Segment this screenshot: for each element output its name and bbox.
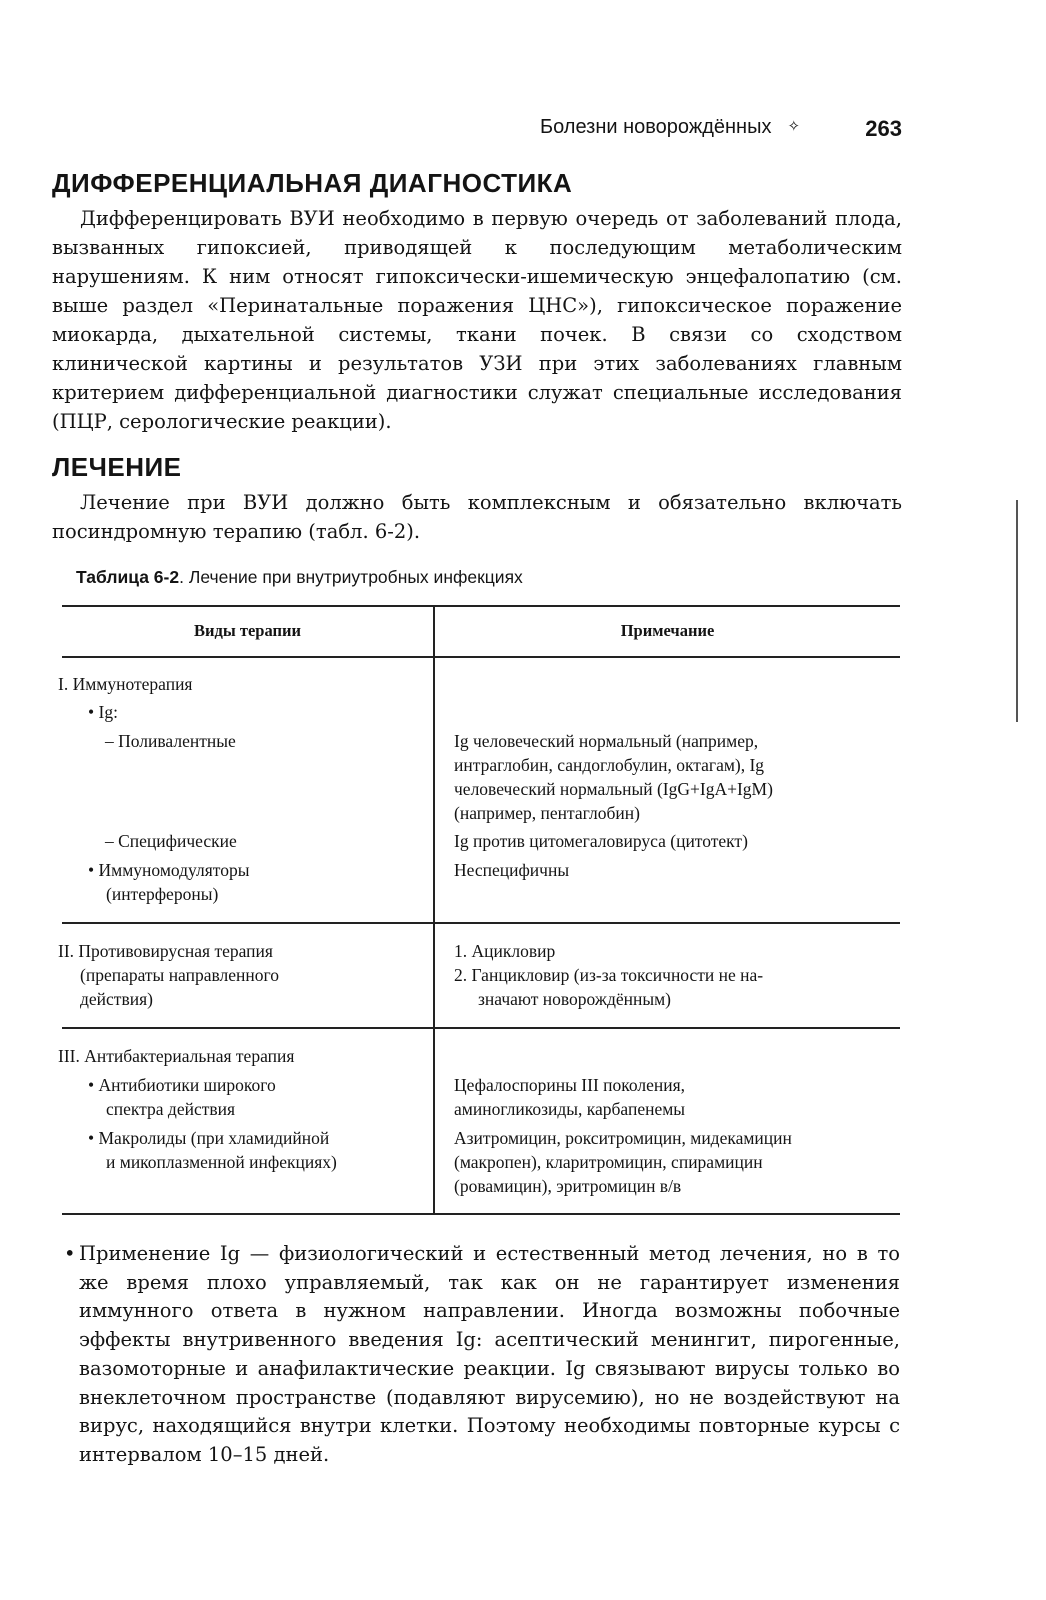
table-header-rule — [62, 656, 900, 658]
group-line: действия) — [80, 989, 153, 1009]
note-line: 1. Ацикловир — [454, 941, 556, 961]
running-title: Болезни новорождённых — [540, 116, 772, 138]
section-heading-differential: ДИФФЕРЕНЦИАЛЬНАЯ ДИАГНОСТИКА — [52, 168, 573, 198]
therapy-note — [454, 1126, 792, 1198]
therapy-item — [88, 1126, 337, 1174]
note-line: (макропен), кларитромицин, спирамицин — [454, 1152, 763, 1172]
section-heading-treatment: ЛЕЧЕНИЕ — [52, 452, 182, 482]
therapy-item — [88, 1073, 276, 1121]
therapy-note — [454, 939, 763, 1011]
footnote-paragraph — [64, 1240, 900, 1470]
table-caption-text: . Лечение при внутриутробных инфекциях — [179, 567, 523, 587]
item-line: спектра действия — [106, 1099, 236, 1119]
group-line: (препараты направленного — [80, 965, 279, 985]
table-caption — [76, 567, 523, 588]
table-header-note: Примечание — [620, 621, 715, 640]
page-number: 263 — [865, 116, 902, 141]
margin-mark — [1016, 500, 1018, 722]
note-line: (ровамицин), эритромицин в/в — [454, 1176, 682, 1196]
therapy-note: Ig против цитомегаловируса (цитотект) — [454, 831, 748, 851]
therapy-note — [454, 1073, 685, 1121]
note-line: Азитромицин, рокситромицин, мидекамицин — [454, 1128, 792, 1148]
therapy-item — [88, 858, 249, 906]
group-line: II. Противовирусная терапия — [58, 941, 273, 961]
note-line: значают новорождённым) — [478, 989, 672, 1009]
table-bottom-rule — [62, 1213, 900, 1215]
note-line: человеческий нормальный (IgG+IgA+IgM) — [454, 779, 773, 799]
therapy-note: Неспецифичны — [454, 860, 570, 880]
therapy-subitem: – Специфические — [105, 831, 237, 851]
therapy-note — [454, 729, 894, 825]
table-row-divider — [62, 922, 900, 924]
treatment-paragraph — [52, 488, 902, 546]
table-column-divider — [433, 606, 435, 1214]
item-line: • Макролиды (при хламидийной — [88, 1128, 330, 1148]
item-line: и микоплазменной инфекциях) — [106, 1152, 337, 1172]
running-header — [540, 116, 902, 146]
table-header-therapy: Виды терапии — [193, 621, 302, 640]
note-line: аминогликозиды, карбапенемы — [454, 1099, 686, 1119]
item-line: • Иммуномодуляторы — [88, 860, 250, 880]
differential-text: Дифференцировать ВУИ необходимо в первую очередь от заболеваний плода, вызванных гипоксией, приводящей к последующим метаболическим нарушениям. К ним относят гипоксически-ишемическую энцефалопатию (см. выше раздел «Перинатальные поражения ЦНС»), гипоксическое поражение миокарда, дыхательной системы, ткани почек. В связи со сходством клинической картины и результатов УЗИ при этих заболеваниях главным критерием дифференциальной диагностики служат специальные исследования (ПЦР, серологические реакции). — [52, 207, 902, 433]
therapy-subitem: – Поливалентные — [105, 731, 236, 751]
therapy-group-title: I. Иммунотерапия — [58, 674, 193, 694]
bullet-icon: • — [64, 1242, 76, 1265]
item-line: • Антибиотики широкого — [88, 1075, 276, 1095]
table-top-rule — [62, 605, 900, 607]
item-line: (интерфероны) — [106, 884, 219, 904]
treatment-text: Лечение при ВУИ должно быть комплексным и обязательно включать посиндромную терапию (табл. 6-2). — [52, 491, 902, 543]
note-line: Цефалоспорины III поколения, — [454, 1075, 686, 1095]
note-line: 2. Ганцикловир (из-за токсичности не на- — [454, 965, 764, 985]
note-line: интраглобин, сандоглобулин, октагам), Ig — [454, 755, 765, 775]
differential-paragraph — [52, 204, 902, 436]
therapy-group-title — [58, 939, 279, 1011]
note-line: (например, пентаглобин) — [454, 803, 640, 823]
table-row-divider — [62, 1027, 900, 1029]
table-caption-label: Таблица 6-2 — [76, 567, 180, 587]
footnote-text: Применение Ig — физиологический и естественный метод лечения, но в то же время плохо управляемый, так как он не гарантирует изменения иммунного ответа в нужном направлении. Иногда возможны побочные эффекты внутривенного введения Ig: асептический менингит, пирогенные, вазомоторные и анафилактические реакции. Ig связывают вирусы только во внеклеточном пространстве (подавляют вирусемию), но не воздействуют на вирус, находящийся внутри клетки. Поэтому необходимы повторные курсы с интервалом 10–15 дней. — [79, 1242, 900, 1466]
therapy-item: • Ig: — [88, 702, 118, 722]
diamond-separator-icon: ✧ — [787, 118, 801, 135]
note-line: Ig человеческий нормальный (например, — [454, 731, 759, 751]
therapy-group-title: III. Антибактериальная терапия — [58, 1046, 295, 1066]
